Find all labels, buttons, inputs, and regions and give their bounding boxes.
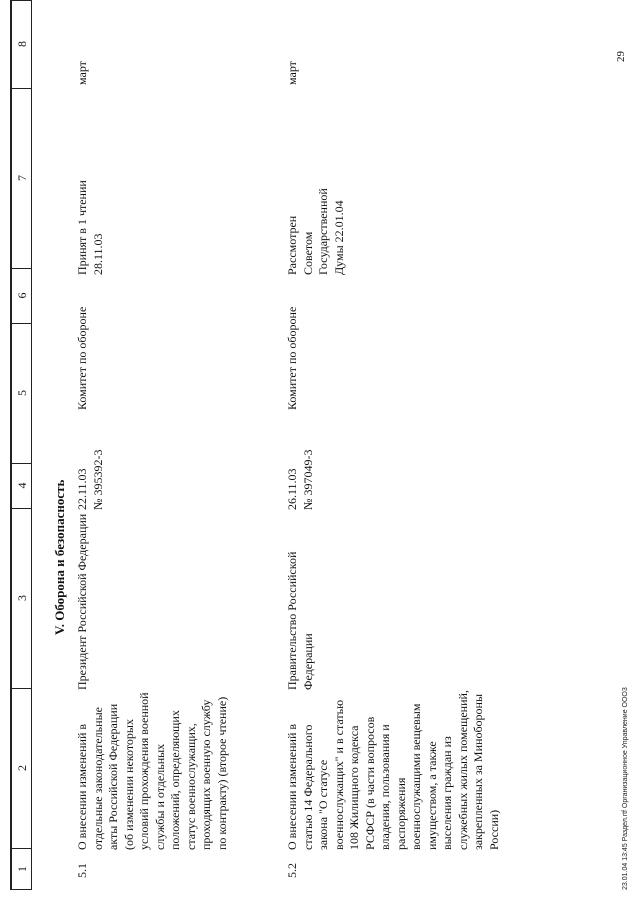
column-number-header — [10, 0, 32, 890]
column-number: 6 — [12, 268, 31, 324]
section-title: V. Оборона и безопасность — [52, 479, 67, 635]
row-number: 5.1 — [75, 863, 89, 878]
document-footer: 23.01.04 13:45 Раздел.rtf Организационное Управление ООО3 — [622, 687, 629, 890]
bill-author: Правительство Российской Федерации — [285, 551, 315, 690]
bill-author: Президент Российской Федерации — [75, 513, 89, 690]
column-number: 1 — [15, 866, 29, 872]
column-number: 4 — [12, 463, 31, 509]
planned-month: март — [285, 61, 299, 85]
responsible-committee: Комитет по обороне — [75, 306, 89, 410]
column-number: 8 — [12, 0, 31, 89]
bill-status: Рассмотрен Советом Государственной Думы 22.01.04 — [285, 188, 346, 275]
responsible-committee: Комитет по обороне — [285, 306, 299, 410]
bill-status: Принят в 1 чтении 28.11.03 — [75, 180, 105, 275]
planned-month: март — [75, 61, 89, 85]
bill-title: О внесении изменений в отдельные законодательные акты Российской Федерации (об изменении некоторых условий прохождения военной службы и отдельных положений, определяющих статус военнослужащих, проходящих военную службу по контракту) (второе чтение) — [75, 692, 229, 850]
bill-title: О внесении изменений в статью 14 Федерального закона "О статусе военнослужащих" и в статью 108 Жилищного кодекса РСФСР (в части вопросов владения, пользования и распоряжения военнослужащими вещевым имуществом, а также выселения граждан из служебных жилых помещений, закрепленных за Минобороны России) — [285, 690, 501, 850]
row-number: 5.2 — [285, 863, 299, 878]
registration-info: 26.11.03 № 397049-3 — [285, 449, 315, 510]
column-number: 2 — [12, 688, 31, 849]
column-number: 3 — [12, 508, 31, 689]
page-number: 29 — [615, 51, 627, 62]
column-number: 7 — [12, 88, 31, 269]
column-number: 5 — [12, 323, 31, 464]
registration-info: 22.11.03 № 395392-3 — [75, 449, 105, 510]
